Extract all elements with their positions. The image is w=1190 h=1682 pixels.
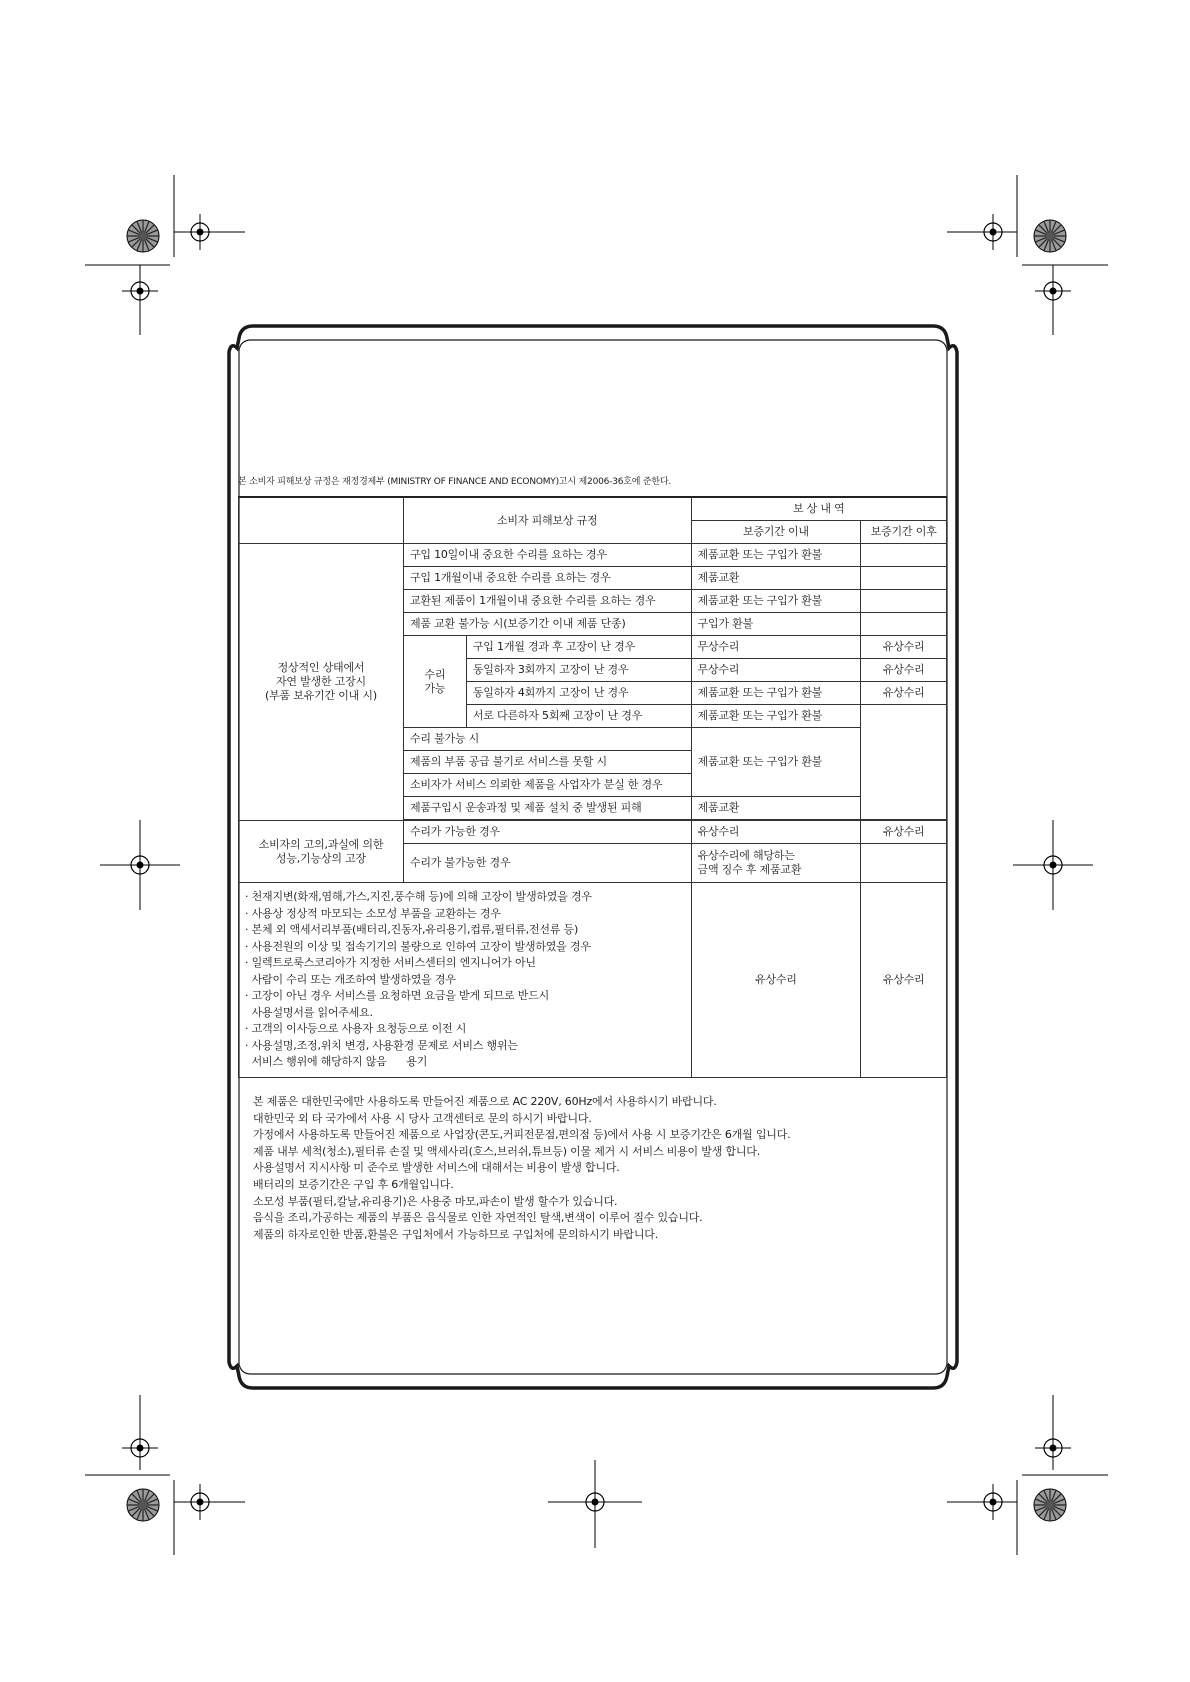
- list-item: · 사용설명,조정,위치 변경, 사용환경 문제로 서비스 행위는: [245, 1038, 518, 1052]
- footnote-line: 음식을 조리,가공하는 제품의 부품은 음식물로 인한 자연적인 탈색,변색이 이루어 질수 있습니다.: [253, 1211, 703, 1225]
- group-consumer-fault-label: 소비자의 고의,과실에 의한 성능,기능상의 고장: [239, 821, 404, 883]
- within-cell: 무상수리: [691, 636, 861, 659]
- case-cell: 교환된 제품이 1개월이내 중요한 수리를 요하는 경우: [403, 590, 691, 613]
- within-cell: 제품교환 또는 구입가 환불: [691, 590, 861, 613]
- list-item: · 사용전원의 이상 및 접속기기의 불량으로 인하여 고장이 발생하였을 경우: [245, 939, 591, 953]
- header-compensation: 보 상 내 역: [691, 497, 946, 521]
- list-item: · 본체 외 액세서리부품(배터리,진동자,유리용기,컵류,필터류,전선류 등): [245, 923, 579, 936]
- list-item: · 천재지변(화재,염해,가스,지진,풍수해 등)에 의해 고장이 발생하였을 경우: [245, 890, 592, 903]
- footnotes: [253, 1094, 790, 1243]
- case-cell: 수리 불가능 시: [403, 728, 691, 751]
- within-cell: 구입가 환불: [691, 613, 861, 636]
- table-row: [239, 544, 947, 567]
- after-cell: 유상수리: [861, 682, 947, 705]
- within-cell: 유상수리: [691, 821, 861, 844]
- after-cell: [861, 544, 947, 567]
- list-item: · 고객의 이사등으로 사용자 요청등으로 이전 시: [245, 1022, 467, 1035]
- case-cell: 동일하자 3회까지 고장이 난 경우: [466, 659, 691, 682]
- table-row: [239, 821, 947, 844]
- case-cell: 동일하자 4회까지 고장이 난 경우: [466, 682, 691, 705]
- footnote-line: 가정에서 사용하도록 만들어진 제품으로 사업장(콘도,커피전문점,편의점 등)에서 사용 시 보증기간은 6개월 입니다.: [253, 1128, 791, 1142]
- within-cell-merged: 제품교환 또는 구입가 환불: [691, 728, 861, 797]
- within-cell: 무상수리: [691, 659, 861, 682]
- header-regulation: 소비자 피해보상 규정: [403, 497, 691, 544]
- after-cell: 유상수리: [861, 636, 947, 659]
- star-target-icon: [1034, 220, 1066, 252]
- footnote-line: 본 제품은 대한민국에만 사용하도록 만들어진 제품으로 AC 220V, 60Hz에서 사용하시기 바랍니다.: [253, 1095, 717, 1108]
- after-cell: [861, 613, 947, 636]
- header-after-warranty: 보증기간 이후: [861, 521, 947, 544]
- star-target-icon: [127, 220, 159, 252]
- after-cell: 유상수리: [861, 821, 947, 844]
- list-item: 서비스 행위에 해당하지 않음 용기: [245, 1055, 428, 1068]
- case-cell: 구입 1개월이내 중요한 수리를 요하는 경우: [403, 567, 691, 590]
- case-cell: 수리가 가능한 경우: [403, 821, 691, 844]
- group-normal-failure-label: 정상적인 상태에서 자연 발생한 고장시 (부품 보유기간 이내 시): [239, 544, 404, 821]
- within-cell: 제품교환 또는 구입가 환불: [691, 705, 861, 728]
- regulation-intro-note: 본 소비자 피해보상 규정은 재정경제부 (MINISTRY OF FINANCE AND ECONOMY)고시 제2006-36호에 준한다.: [238, 477, 672, 487]
- paid-cases-list: [239, 883, 692, 1078]
- case-cell: 서로 다른하자 5회째 고장이 난 경우: [466, 705, 691, 728]
- repair-possible-label: 수리 가능: [403, 636, 466, 728]
- case-cell: 제품 교환 불가능 시(보증기간 이내 제품 단종): [403, 613, 691, 636]
- list-item: 사용설명서를 읽어주세요.: [245, 1005, 373, 1019]
- within-cell: 제품교환 또는 구입가 환불: [691, 544, 861, 567]
- paid-after-cell: 유상수리: [861, 883, 947, 1078]
- footnote-line: 제품의 하자로인한 반품,환불은 구입처에서 가능하므로 구입처에 문의하시기 바랍니다.: [253, 1227, 659, 1241]
- case-cell: 제품의 부품 공급 불기로 서비스를 못할 시: [403, 751, 691, 774]
- footnote-line: 배터리의 보증기간은 구입 후 6개월입니다.: [253, 1177, 454, 1191]
- after-cell: 유상수리: [861, 659, 947, 682]
- footnote-line: 사용설명서 지시사항 미 준수로 발생한 서비스에 대해서는 비용이 발생 합니다.: [253, 1161, 620, 1175]
- list-item: · 고장이 아닌 경우 서비스를 요청하면 요금을 받게 되므로 반드시: [245, 989, 550, 1002]
- header-within-warranty: 보증기간 이내: [691, 521, 861, 544]
- table-row-paid-cases: [239, 883, 947, 1078]
- list-item: · 사용상 정상적 마모되는 소모성 부품을 교환하는 경우: [245, 906, 501, 920]
- case-cell: 제품구입시 운송과정 및 제품 설치 중 발생된 피해: [403, 797, 691, 820]
- case-cell: 소비자가 서비스 의뢰한 제품을 사업자가 분실 한 경우: [403, 774, 691, 797]
- after-cell: [861, 567, 947, 590]
- paid-within-cell: 유상수리: [691, 883, 861, 1078]
- within-cell: 제품교환: [691, 567, 861, 590]
- star-target-icon: [127, 1489, 159, 1521]
- case-cell: 구입 1개월 경과 후 고장이 난 경우: [466, 636, 691, 659]
- within-cell: 유상수리에 해당하는 금액 징수 후 제품교환: [691, 844, 861, 883]
- case-cell: 수리가 불가능한 경우: [403, 844, 691, 883]
- blank-header-cell: [239, 497, 404, 544]
- footnote-line: 제품 내부 세척(청소),필터류 손질 및 액세사리(호스,브러쉬,튜브등) 이물 제거 시 서비스 비용이 발생 합니다.: [253, 1144, 760, 1158]
- footnote-line: 대한민국 외 타 국가에서 사용 시 당사 고객센터로 문의 하시기 바랍니다.: [253, 1111, 592, 1125]
- after-cell: [861, 844, 947, 883]
- after-cell: [861, 590, 947, 613]
- after-cell-merged: [861, 705, 947, 820]
- table-header-row: [239, 497, 947, 521]
- list-item: 사람이 수리 또는 개조하여 발생하였을 경우: [245, 972, 456, 986]
- case-cell: 구입 10일이내 중요한 수리를 요하는 경우: [403, 544, 691, 567]
- within-cell: 제품교환: [691, 797, 861, 820]
- list-item: · 일렉트로룩스코리아가 지정한 서비스센터의 엔지니어가 아닌: [245, 956, 536, 969]
- star-target-icon: [1034, 1489, 1066, 1521]
- footnote-line: 소모성 부품(필터,칼날,유리용기)은 사용중 마모,파손이 발생 할수가 있습니다.: [253, 1194, 618, 1208]
- compensation-table: [238, 496, 947, 1078]
- within-cell: 제품교환 또는 구입가 환불: [691, 682, 861, 705]
